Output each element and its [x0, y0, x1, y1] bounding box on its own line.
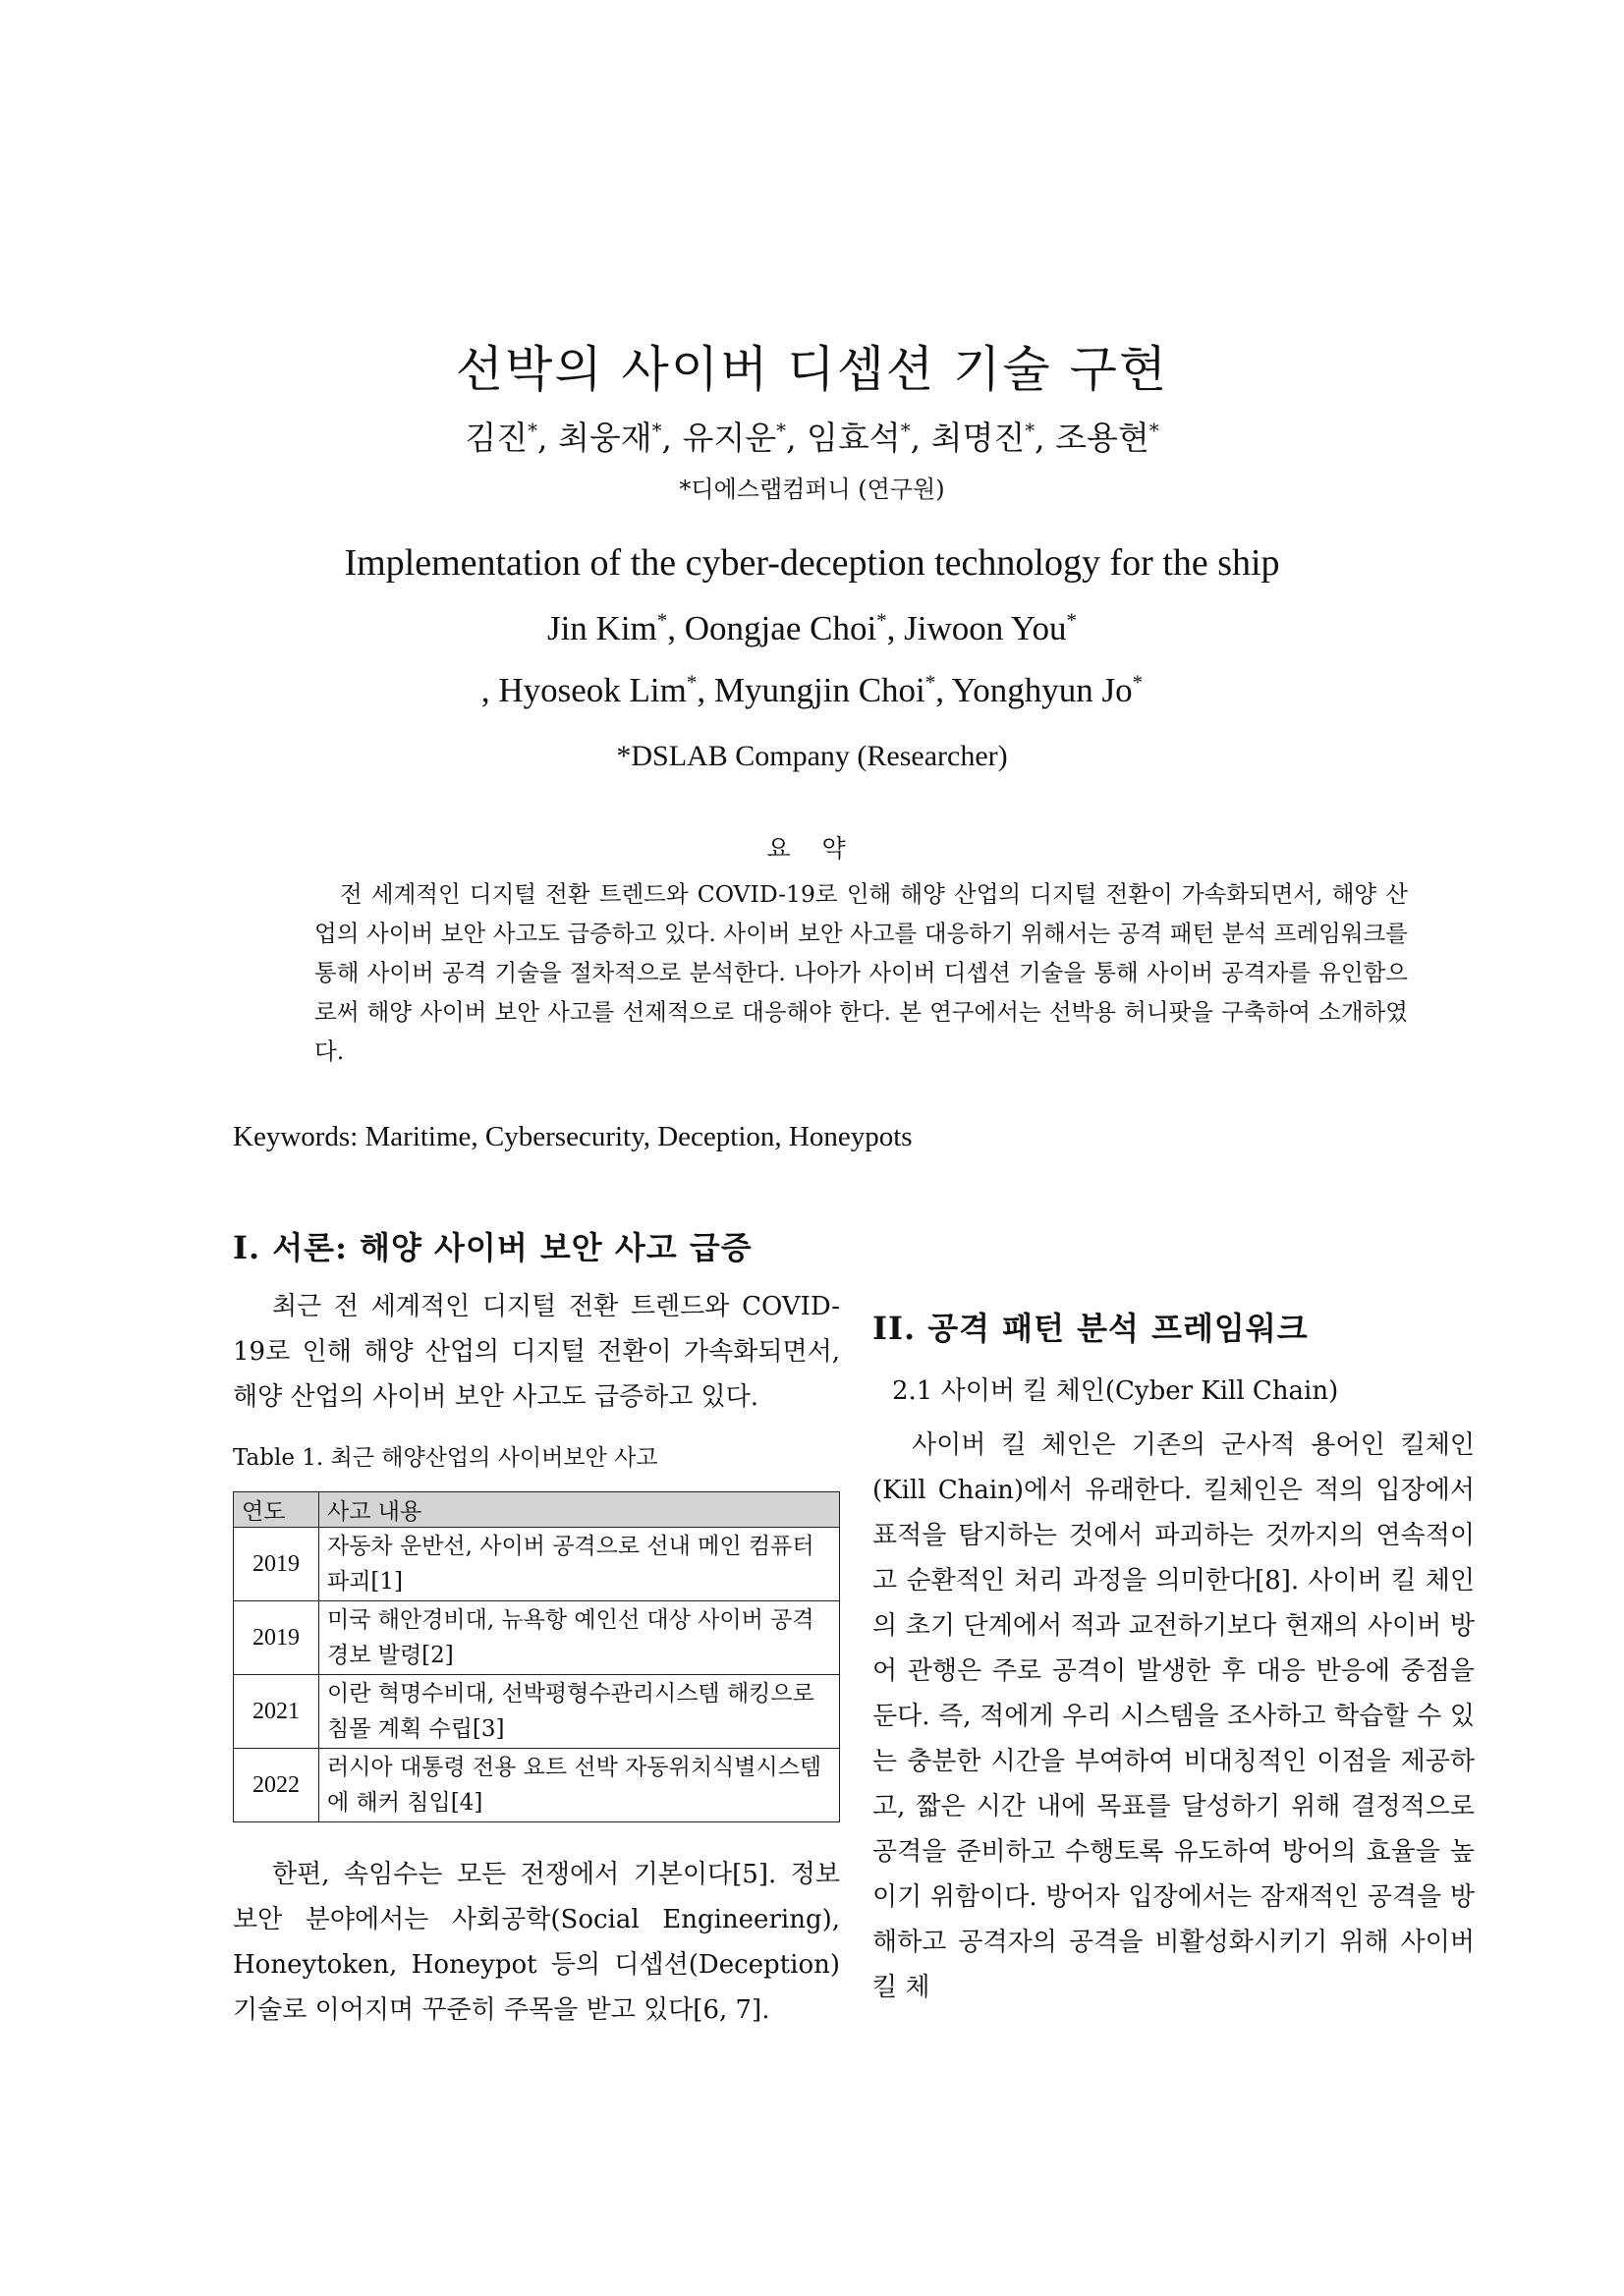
affiliation-mark: *: [1132, 670, 1144, 695]
author-name: Myungjin Choi: [713, 671, 925, 709]
affiliation-mark: *: [1025, 420, 1036, 442]
subsection-heading: 2.1 사이버 킬 체인(Cyber Kill Chain): [892, 1376, 1339, 1406]
affiliation-mark: *: [876, 608, 887, 633]
section-heading: I. 서론: 해양 사이버 보안 사고 급증: [233, 1229, 753, 1266]
author-name: 유지운: [682, 419, 777, 457]
table-cell-year: 2021: [234, 1675, 319, 1749]
right-column: [872, 1223, 1475, 2010]
affiliation-korean: *디에스랩컴퍼니 (연구원): [679, 476, 945, 503]
table-cell-year: 2022: [234, 1749, 319, 1822]
author-name: 최웅재: [558, 419, 652, 457]
body-paragraph: 사이버 킬 체인은 기존의 군사적 용어인 킬체인 (Kill Chain)에서 유래한다. 킬체인은 적의 입장에서 표적을 탐지하는 것에서 파괴하는 것까지의 연속적이고 순환적인 처리 과정을 의미한다[8]. 사이버 킬 체인의 초기 단계에서 적과 교전하기보다 현재의 사이버 방어 관행은 주로 공격이 발생한 후 대응 반응에 중점을 둔다. 즉, 적에게 우리 시스템을 조사하고 학습할 수 있는 충분한 시간을 부여하여 비대칭적인 이점을 제공하고, 짧은 시간 내에 목표를 달성하기 위해 결정적으로 공격을 준비하고 수행토록 유도하여 방어의 효율을 높이기 위함이다. 방어자 입장에서는 잠재적인 공격을 방해하고 공격자의 공격을 비활성화시키기 위해 사이버 킬 체: [872, 1430, 1475, 2002]
table-cell-content: 자동차 운반선, 사이버 공격으로 선내 메인 컴퓨터 파괴[1]: [319, 1528, 840, 1601]
author-list-english-line2: , Hyoseok Lim*, Myungjin Choi*, Yonghyun Jo*: [480, 670, 1144, 709]
author-name: 임효석: [807, 419, 901, 457]
paper-title-english: Implementation of the cyber-deception technology for the ship: [344, 542, 1280, 584]
body-paragraph: 최근 전 세계적인 디지털 전환 트렌드와 COVID-19로 인해 해양 산업의 디지털 전환이 가속화되면서, 해양 산업의 사이버 보안 사고도 급증하고 있다.: [233, 1292, 840, 1412]
author-name: 조용현: [1055, 419, 1149, 457]
affiliation-mark: *: [686, 670, 698, 695]
affiliation-mark: *: [651, 420, 662, 442]
author-name: Jin Kim: [546, 609, 657, 647]
affiliation-english: [0, 740, 1624, 773]
table-cell-year: 2019: [234, 1528, 319, 1601]
section-heading: II. 공격 패턴 분석 프레임워크: [872, 1310, 1309, 1347]
abstract-text: 전 세계적인 디지털 전환 트렌드와 COVID-19로 인해 해양 산업의 디지털 전환이 가속화되면서, 해양 산업의 사이버 보안 사고도 급증하고 있다. 사이버 보안 사고를 대응하기 위해서는 공격 패턴 분석 프레임워크를 통해 사이버 공격 기술을 절차적으로 분석한다. 나아가 사이버 디셉션 기술을 통해 사이버 공격자를 유인함으로써 해양 사이버 보안 사고를 선제적으로 대응해야 한다. 본 연구에서는 선박용 허니팟을 구축하여 소개하였다.: [314, 880, 1408, 1065]
table-row: [234, 1528, 840, 1601]
table-header-row: [234, 1492, 840, 1528]
affiliation-mark: *: [1066, 608, 1078, 633]
abstract-heading: 요 약: [766, 834, 858, 863]
affiliation-mark: *: [656, 608, 668, 633]
affiliation-mark: *: [924, 670, 936, 695]
table-row: [234, 1749, 840, 1822]
author-separator: ,: [480, 671, 499, 709]
table-cell-content: 미국 해안경비대, 뉴욕항 예인선 대상 사이버 공격 경보 발령[2]: [319, 1601, 840, 1675]
paper-title-korean: 선박의 사이버 디셉션 기술 구현: [455, 341, 1169, 398]
affiliation-mark: *: [776, 420, 787, 442]
affiliation-name: *DSLAB Company: [616, 740, 858, 772]
author-list-korean: 김진*, 최웅재*, 유지운*, 임효석*, 최명진*, 조용현*: [465, 419, 1159, 457]
body-paragraph: 한편, 속임수는 모든 전쟁에서 기본이다[5]. 정보 보안 분야에서는 사회공학(Social Engineering), Honeytoken, Honeypot 등의 디셉션(Deception) 기술로 이어지며 꾸준히 주목을 받고 있다[6, 7].: [233, 1860, 840, 2025]
table-row: [234, 1601, 840, 1675]
author-name: 김진: [465, 419, 529, 457]
table-header-year: 연도: [234, 1492, 319, 1528]
table-cell-content: 이란 혁명수비대, 선박평형수관리시스템 해킹으로 침몰 계획 수립[3]: [319, 1675, 840, 1749]
author-name: Jiwoon You: [904, 609, 1067, 647]
affiliation-mark: *: [1148, 420, 1159, 442]
affiliation-role: (Researcher): [857, 740, 1008, 772]
left-column: [233, 1223, 840, 2033]
affiliation-mark: *: [900, 420, 911, 442]
affiliation-mark: *: [528, 420, 538, 442]
author-name: 최명진: [930, 419, 1026, 457]
table-row: [234, 1675, 840, 1749]
author-name: Oongjae Choi: [684, 609, 877, 647]
table-header-content: 사고 내용: [319, 1492, 840, 1528]
author-name: Yonghyun Jo: [951, 671, 1133, 709]
keywords: Keywords: Maritime, Cybersecurity, Deception, Honeypots: [233, 1121, 913, 1152]
table-cell-content: 러시아 대통령 전용 요트 선박 자동위치식별시스템에 해커 침입[4]: [319, 1749, 840, 1822]
table-caption: Table 1. 최근 해양산업의 사이버보안 사고: [233, 1445, 658, 1471]
author-name: Hyoseok Lim: [498, 671, 687, 709]
incident-table: [233, 1491, 840, 1822]
table-cell-year: 2019: [234, 1601, 319, 1675]
author-list-english-line1: Jin Kim*, Oongjae Choi*, Jiwoon You*: [546, 608, 1078, 647]
